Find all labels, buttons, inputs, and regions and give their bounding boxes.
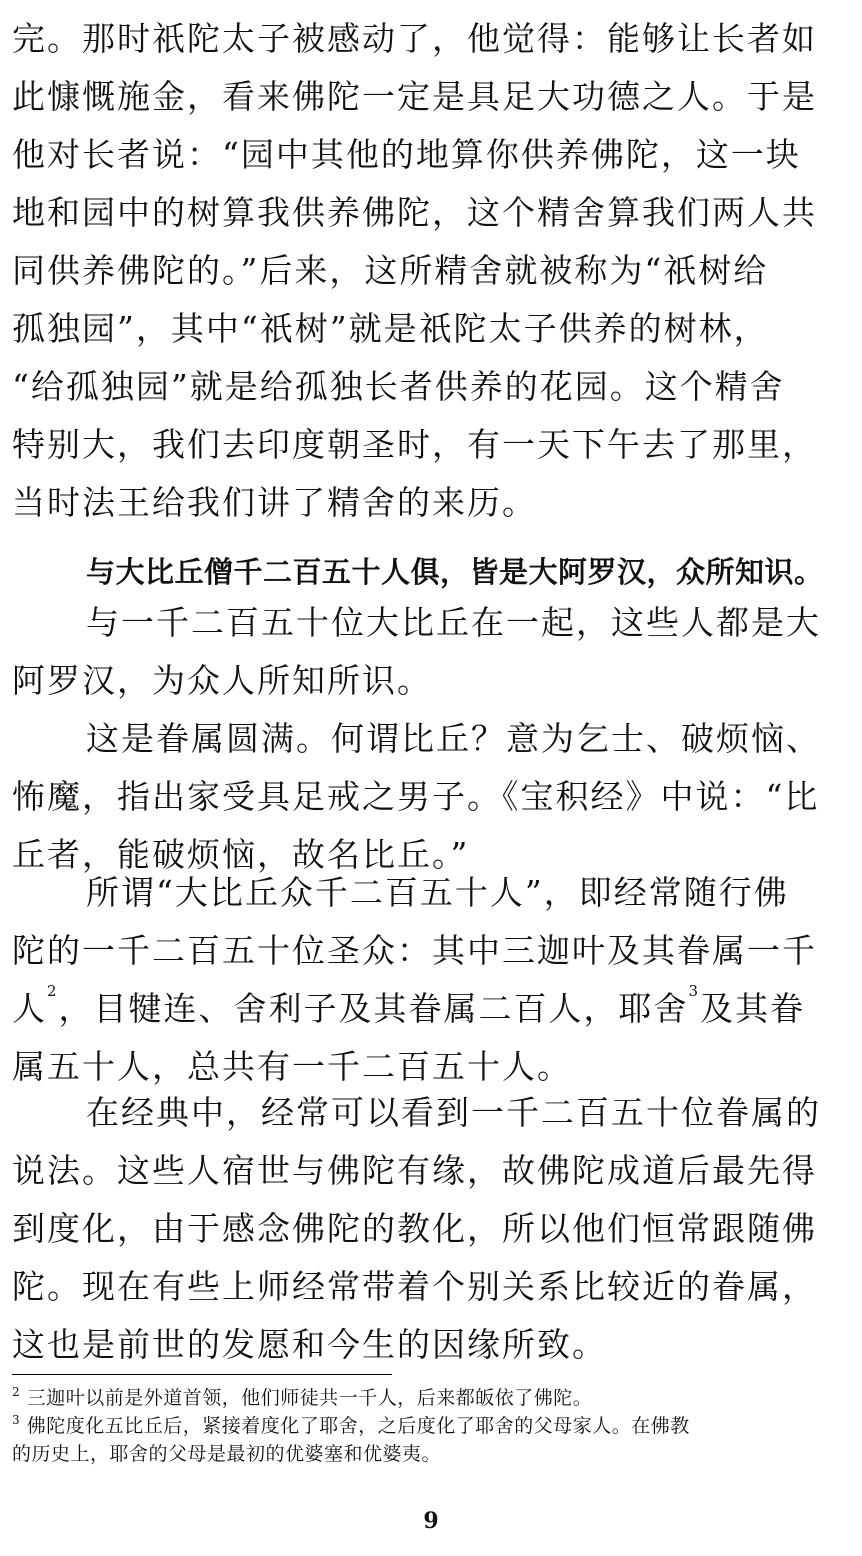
paragraph-1250-disciples: [12, 864, 854, 1096]
footnotes: [12, 1384, 852, 1468]
text-line: 丘者，能破烦恼，故名比丘。”: [12, 835, 470, 874]
footnote-mark: 2: [12, 1385, 21, 1399]
paragraph-bhikshu-definition: [12, 710, 854, 884]
text-line: 怖魔，指出家受具足戒之男子。《宝积经》中说：“比: [12, 777, 820, 816]
paragraph-sutra-explanation: [12, 594, 854, 710]
paragraph-retinue-karma: [12, 1084, 854, 1374]
text-line: 所谓“大比丘众千二百五十人”，即经常随行佛: [86, 873, 789, 912]
text-line: 特别大，我们去印度朝圣时，有一天下午去了那里，: [12, 425, 817, 464]
text-line: 说法。这些人宿世与佛陀有缘，故佛陀成道后最先得: [12, 1151, 817, 1190]
text-line: “给孤独园”就是给孤独长者供养的花园。这个精舍: [12, 367, 785, 406]
text-line: 与一千二百五十位大比丘在一起，这些人都是大: [86, 603, 821, 642]
text-line: 这也是前世的发愿和今生的因缘所致。: [12, 1325, 607, 1364]
text-line: 他对长者说：“园中其他的地算你供养佛陀，这一块: [12, 135, 801, 174]
text-line: 属五十人，总共有一千二百五十人。: [12, 1047, 572, 1086]
footnote-3: [12, 1412, 852, 1440]
page-number: 9: [423, 1508, 439, 1534]
footnote-2: [12, 1384, 852, 1412]
footnote-ref-2[interactable]: 2: [47, 982, 59, 1000]
text-line: 到度化，由于感念佛陀的教化，所以他们恒常跟随佛: [12, 1209, 817, 1248]
text-line: 此慷慨施金，看来佛陀一定是具足大功德之人。于是: [12, 77, 817, 116]
footnote-text: 佛陀度化五比丘后，紧接着度化了耶舍，之后度化了耶舍的父母家人。在佛教: [26, 1415, 690, 1437]
text-line: [12, 980, 854, 1038]
text-segment: 人: [12, 989, 47, 1028]
text-line: 当时法王给我们讲了精舍的来历。: [12, 483, 537, 522]
paragraph-jetavana-origin: [12, 10, 854, 532]
text-segment: ，目犍连、舍利子及其眷属二百人，耶舍: [58, 989, 689, 1028]
footnote-text: 三迦叶以前是外道首领，他们师徒共一千人，后来都皈依了佛陀。: [26, 1387, 593, 1409]
text-line: 地和园中的树算我供养佛陀，这个精舍算我们两人共: [12, 193, 817, 232]
text-line: 完。那时祇陀太子被感动了，他觉得：能够让长者如: [12, 19, 817, 58]
footnote-divider: [12, 1374, 392, 1375]
text-segment: 及其眷: [700, 989, 806, 1028]
text-line: 阿罗汉，为众人所知所识。: [12, 661, 432, 700]
sutra-quote-heading: 与大比丘僧千二百五十人俱，皆是大阿罗汉，众所知识。: [86, 555, 824, 589]
footnote-ref-3[interactable]: 3: [688, 982, 701, 1000]
text-line: 陀。现在有些上师经常带着个别关系比较近的眷属，: [12, 1267, 817, 1306]
text-line: 在经典中，经常可以看到一千二百五十位眷属的: [86, 1093, 821, 1132]
text-line: 陀的一千二百五十位圣众：其中三迦叶及其眷属一千: [12, 931, 817, 970]
text-line: 这是眷属圆满。何谓比丘？意为乞士、破烦恼、: [86, 719, 821, 758]
text-line: 同供养佛陀的。”后来，这所精舍就被称为“祇树给: [12, 251, 769, 290]
text-line: 孤独园”，其中“祇树”就是祇陀太子供养的树林，: [12, 309, 769, 348]
footnote-3-continued: 的历史上，耶舍的父母是最初的优婆塞和优婆夷。: [12, 1443, 442, 1465]
footnote-mark: 3: [12, 1413, 21, 1427]
